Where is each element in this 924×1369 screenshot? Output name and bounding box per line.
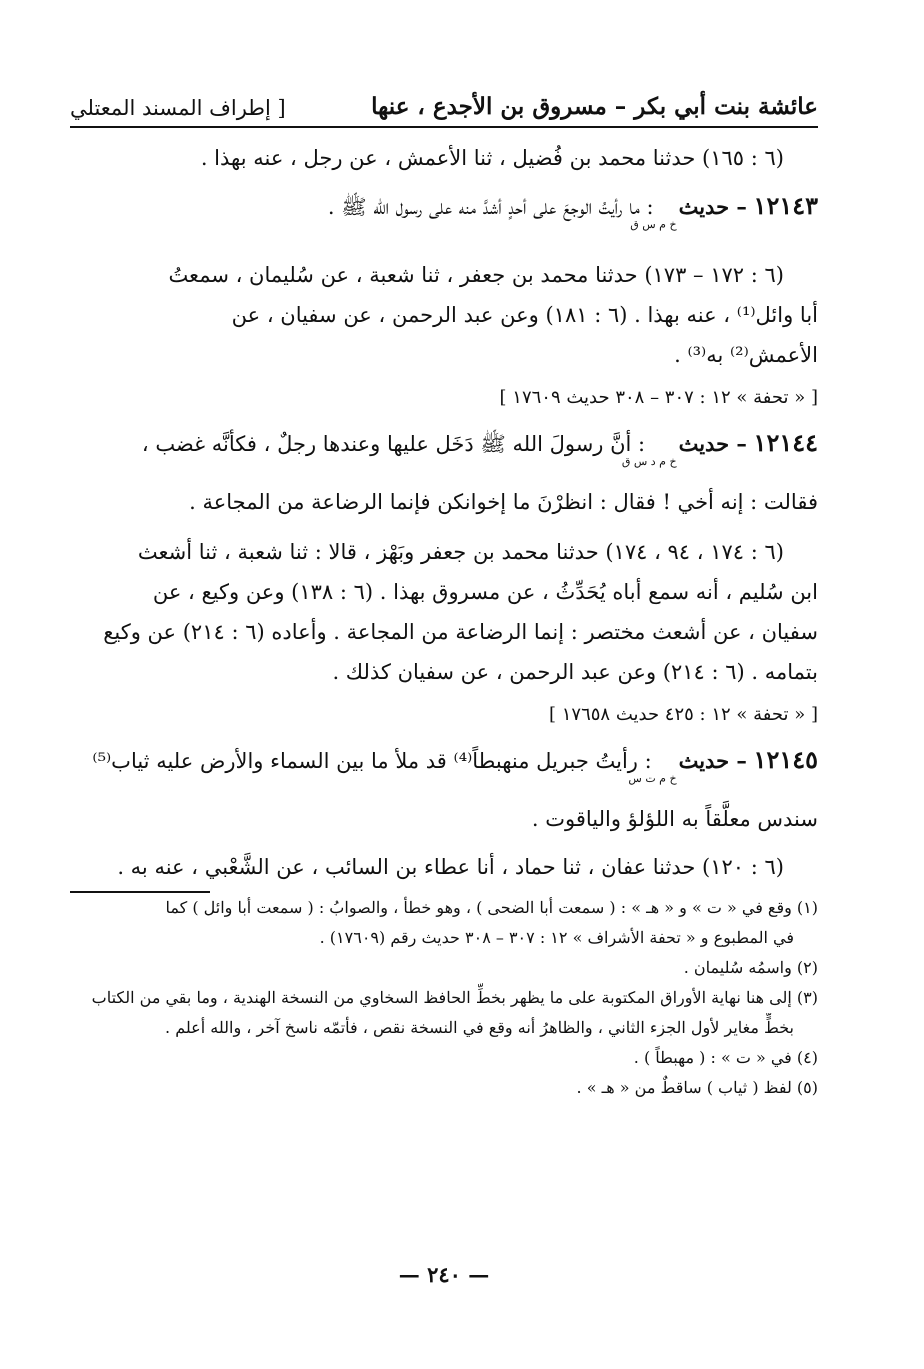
- tuhfa-reference: [ « تحفة » ١٢ : ٣٠٧ – ٣٠٨ حديث ١٧٦٠٩ ]: [499, 387, 818, 408]
- narration-chain-line: بتمامه . (٦ : ٢١٤) وعن عبد الرحمن ، عن سفيان كذلك .: [332, 660, 818, 684]
- footnote-3-continued: بخطٍّ مغاير لأول الجزء الثاني ، والظاهرُ أنه وقع في النسخة نقص ، فأتمّه ناسخ آخر ، والله أعلم .: [165, 1018, 794, 1037]
- footnotes: [70, 893, 818, 1103]
- narration-chain-120: (٦ : ١٢٠) حدثنا عفان ، ثنا حماد ، أنا عطاء بن السائب ، عن الشَّعْبي ، عنه به .: [117, 855, 784, 879]
- narration-chain-165: (٦ : ١٦٥) حدثنا محمد بن فُضيل ، ثنا الأعمش ، عن رجل ، عنه بهذا .: [200, 146, 784, 170]
- hadith-sigla: خ م ت س: [628, 772, 677, 785]
- header-book-title: [ إطراف المسند المعتلي: [70, 96, 286, 120]
- footnote-1: (١) وقع في « ت » و « هـ » : ( سمعت أبا الضحى ) ، وهو خطأ ، والصوابُ : ( سمعت أبا وائل ) كما: [165, 898, 818, 917]
- narration-chain-line: سفيان ، عن أشعث مختصر : إنما الرضاعة من المجاعة . وأعاده (٦ : ٢١٤) عن وكيع: [103, 620, 818, 644]
- hadith-text: : ما رأيتُ الوجعَ على أحدٍ أشدَّ منه على رسول الله ﷺ .: [327, 195, 654, 219]
- hadith-12143: [70, 186, 818, 245]
- running-header: [70, 84, 818, 128]
- tuhfa-reference: [ « تحفة » ١٢ : ٤٢٥ حديث ١٧٦٥٨ ]: [549, 704, 818, 725]
- footnote-5: (٥) لفظ ( ثياب ) ساقطٌ من « هـ » .: [576, 1078, 818, 1097]
- hadith-sigla: خ م د س ق: [621, 455, 677, 468]
- hadith-number: ١٢١٤٥: [753, 745, 818, 774]
- narration-chain-line: (٦ : ١٧٢ – ١٧٣) حدثنا محمد بن جعفر ، ثنا شعبة ، عن سُليمان ، سمعتُ: [168, 263, 784, 287]
- narration-chain-line: الأعمش⁽²⁾ به⁽³⁾ .: [674, 343, 818, 367]
- hadith-number: ١٢١٤٣: [753, 191, 818, 220]
- narration-chain-line: ابن سُليم ، أنه سمع أباه يُحَدِّثُ ، عن مسروق بهذا . (٦ : ١٣٨) وعن وكيع ، عن: [152, 580, 818, 604]
- hadith-keyword: – حديث: [678, 194, 747, 219]
- page-number: — ٢٤٠ —: [398, 1262, 490, 1287]
- hadith-number: ١٢١٤٤: [753, 428, 818, 457]
- hadith-keyword: – حديث: [678, 431, 747, 456]
- footnote-4: (٤) في « ت » : ( مهبطاً ) .: [633, 1048, 818, 1067]
- hadith-text-continued: سندس معلَّقاً به اللؤلؤ والياقوت .: [531, 807, 818, 831]
- book-page: [70, 84, 818, 1344]
- header-chapter-title: عائشة بنت أبي بكر – مسروق بن الأجدع ، عنها: [371, 93, 818, 120]
- hadith-text: : أنَّ رسولَ الله ﷺ دَخَل عليها وعندها رجلٌ ، فكأنَّه غضب ،: [141, 432, 646, 456]
- hadith-12144: [70, 423, 818, 482]
- narration-chain-line: أبا وائل⁽¹⁾ ، عنه بهذا . (٦ : ١٨١) وعن عبد الرحمن ، عن سفيان ، عن: [231, 303, 818, 327]
- hadith-sigla: خ م س ق: [630, 218, 677, 231]
- hadith-12145: [70, 740, 818, 799]
- hadith-text: : رأيتُ جبريل منهبطاً⁽⁴⁾ قد ملأ ما بين السماء والأرض عليه ثياب⁽⁵⁾: [92, 749, 652, 773]
- hadith-keyword: – حديث: [678, 748, 747, 773]
- footnote-3: (٣) إلى هنا نهاية الأوراق المكتوبة على ما يظهر بخطِّ الحافظ السخاوي من النسخة الهندية ، وما بقي من الكتاب: [91, 988, 818, 1007]
- footnote-2: (٢) واسمُه سُليمان .: [683, 958, 818, 977]
- footnote-1-continued: في المطبوع و « تحفة الأشراف » ١٢ : ٣٠٧ – ٣٠٨ حديث رقم (١٧٦٠٩) .: [319, 928, 794, 947]
- narration-chain-line: (٦ : ١٧٤ ، ٩٤ ، ١٧٤) حدثنا محمد بن جعفر وبَهْز ، قالا : ثنا شعبة ، ثنا أشعث: [137, 540, 784, 564]
- hadith-text-continued: فقالت : إنه أخي ! فقال : انظرْنَ ما إخوانكن فإنما الرضاعة من المجاعة .: [189, 490, 818, 514]
